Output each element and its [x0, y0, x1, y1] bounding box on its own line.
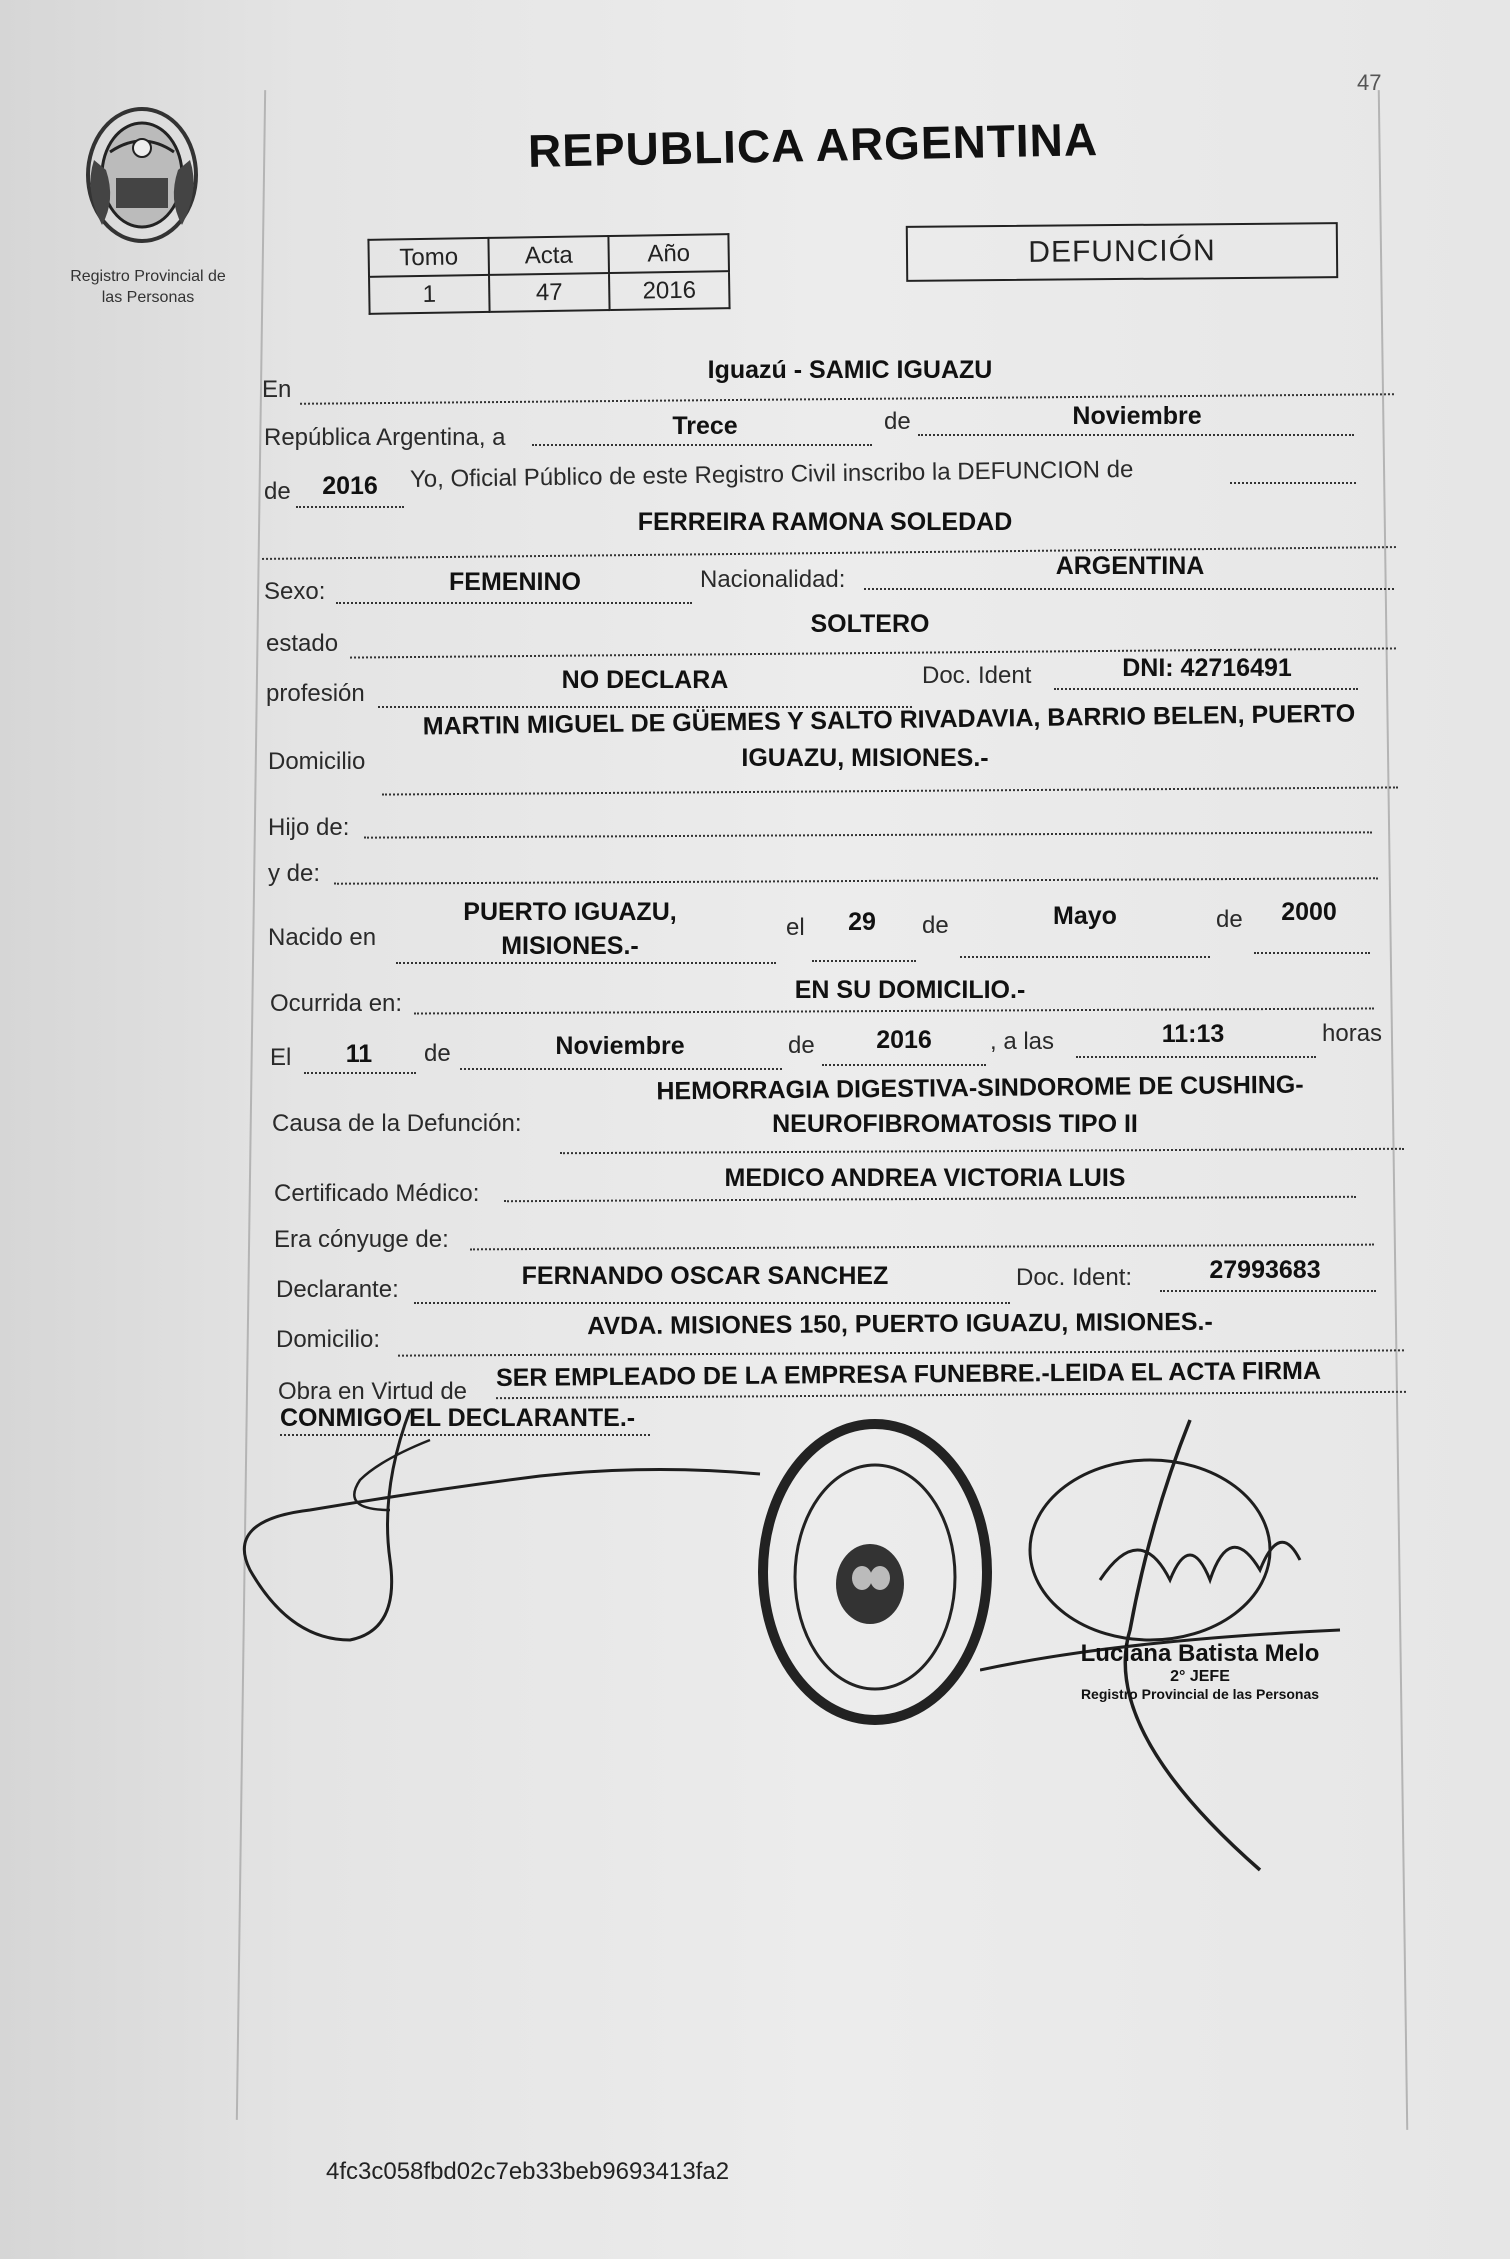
value-anio: 2016 [609, 271, 730, 310]
reference-table [367, 233, 730, 315]
label-de-6: de [788, 1032, 815, 1059]
line-nacido-en [396, 962, 776, 964]
line-dia-inscripcion [532, 444, 872, 446]
line-mes-inscripcion [918, 434, 1354, 436]
label-nacido-en: Nacido en [268, 924, 377, 951]
value-acta: 47 [489, 273, 610, 312]
registry-stamp [750, 1412, 1000, 1732]
field-nac-dia: 29 [848, 908, 876, 936]
field-estado: SOLTERO [810, 610, 930, 638]
label-causa: Causa de la Defunción: [272, 1110, 522, 1137]
line-nac-anio [1254, 952, 1370, 954]
page-number: 47 [1357, 70, 1382, 95]
officer-role: 2° JEFE [1170, 1668, 1230, 1685]
field-sexo: FEMENINO [449, 568, 581, 596]
field-lugar: Iguazú - SAMIC IGUAZU [707, 356, 993, 384]
officer-org: Registro Provincial de las Personas [1080, 1686, 1320, 1702]
field-obra-en-virtud-line-2: CONMIGO EL DECLARANTE.- [280, 1404, 636, 1432]
label-el: el [786, 914, 805, 941]
field-nac-anio: 2000 [1281, 898, 1337, 926]
line-conyuge [470, 1244, 1374, 1251]
field-domicilio-line-2: IGUAZU, MISIONES.- [741, 744, 989, 772]
label-domicilio-2: Domicilio: [276, 1326, 381, 1353]
line-ocurrida-en [414, 1007, 1374, 1014]
field-mes-inscripcion: Noviembre [1072, 402, 1202, 430]
label-de-3: de [922, 912, 949, 939]
line-declarante-doc [1160, 1290, 1376, 1292]
label-estado: estado [266, 630, 339, 657]
line-causa [560, 1148, 1404, 1154]
line-declarante-domicilio [398, 1349, 1404, 1356]
line-documento [1054, 688, 1358, 690]
line-domicilio [382, 786, 1398, 795]
label-ocurrida-en: Ocurrida en: [270, 990, 403, 1017]
officer-name: Luciana Batista Melo [1080, 1640, 1320, 1667]
field-anio-inscripcion: 2016 [322, 472, 378, 500]
label-certificado: Certificado Médico: [274, 1180, 480, 1207]
line-def-mes [460, 1068, 782, 1070]
field-certificado: MEDICO ANDREA VICTORIA LUIS [724, 1164, 1126, 1192]
field-declarante-domicilio: AVDA. MISIONES 150, PUERTO IGUAZU, MISIONES.- [587, 1307, 1213, 1341]
header-anio: Año [608, 234, 729, 273]
intro-text: Yo, Oficial Público de este Registro Civil inscribo la DEFUNCION de [409, 455, 1134, 493]
field-domicilio-line-1: MARTIN MIGUEL DE GÜEMES Y SALTO RIVADAVIA, BARRIO BELEN, PUERTO [422, 699, 1356, 741]
line-intro-end [1230, 482, 1356, 484]
declarant-signature [230, 1400, 790, 1660]
right-margin-line [1378, 90, 1408, 2130]
label-declarante: Declarante: [276, 1276, 399, 1303]
field-causa-line-2: NEUROFIBROMATOSIS TIPO II [772, 1110, 1138, 1138]
registry-line-2: las Personas [101, 289, 195, 306]
reference-table-header [368, 234, 729, 277]
label-nacionalidad: Nacionalidad: [700, 566, 846, 593]
field-declarante-doc: 27993683 [1209, 1256, 1321, 1284]
label-domicilio: Domicilio [268, 748, 366, 775]
label-republica-a: República Argentina, a [264, 424, 506, 451]
document-hash: 4fc3c058fbd02c7eb33beb9693413fa2 [326, 2158, 730, 2185]
field-def-dia: 11 [345, 1040, 373, 1068]
header-acta: Acta [488, 236, 609, 275]
label-el-cap: El [270, 1044, 292, 1071]
label-de-4: de [1216, 906, 1243, 933]
field-causa-line-1: HEMORRAGIA DIGESTIVA-SINDOROME DE CUSHING- [656, 1070, 1304, 1106]
label-en: En [262, 376, 292, 403]
field-nacido-en-line-1: PUERTO IGUAZU, [463, 898, 677, 926]
label-hijo-de: Hijo de: [268, 814, 350, 841]
label-a-las: , a las [990, 1028, 1055, 1055]
field-obra-en-virtud-line-1: SER EMPLEADO DE LA EMPRESA FUNEBRE.-LEIDA EL ACTA FIRMA [495, 1356, 1322, 1392]
line-def-anio [822, 1064, 986, 1066]
label-de-1: de [884, 408, 911, 435]
label-conyuge: Era cónyuge de: [274, 1226, 449, 1253]
field-def-anio: 2016 [876, 1026, 932, 1054]
reference-table-values [369, 271, 730, 314]
field-declarante: FERNANDO OSCAR SANCHEZ [521, 1262, 889, 1290]
line-hijo-de [364, 831, 1372, 838]
line-declarante [414, 1302, 1010, 1304]
header-tomo: Tomo [368, 238, 489, 277]
field-dia-inscripcion: Trece [672, 412, 738, 440]
label-sexo: Sexo: [264, 578, 326, 605]
line-nac-dia [812, 960, 916, 962]
line-sexo [336, 602, 692, 604]
field-nac-mes: Mayo [1053, 902, 1117, 930]
label-y-de: y de: [268, 860, 321, 887]
label-obra-en-virtud: Obra en Virtud de [278, 1378, 468, 1405]
label-horas: horas [1322, 1020, 1383, 1047]
label-de-2: de [264, 478, 291, 505]
field-def-hora: 11:13 [1161, 1020, 1225, 1048]
document-type-box: DEFUNCIÓN [906, 222, 1338, 282]
line-def-dia [304, 1072, 416, 1074]
field-nombre: FERREIRA RAMONA SOLEDAD [637, 508, 1013, 536]
officer-block [1050, 1640, 1350, 1702]
line-certificado [504, 1196, 1356, 1202]
value-tomo: 1 [369, 275, 490, 314]
registry-caption [48, 266, 248, 308]
label-doc-ident-2: Doc. Ident: [1016, 1264, 1133, 1291]
province-seal-icon [76, 100, 208, 250]
line-obra-en-virtud-1 [496, 1391, 1406, 1399]
field-profesion: NO DECLARA [561, 666, 729, 694]
label-profesion: profesión [266, 680, 365, 707]
line-anio-inscripcion [296, 506, 404, 508]
field-documento: DNI: 42716491 [1122, 654, 1292, 682]
label-de-5: de [424, 1040, 451, 1067]
line-nac-mes [960, 956, 1210, 958]
field-nacionalidad: ARGENTINA [1055, 552, 1205, 580]
field-nacido-en-line-2: MISIONES.- [501, 932, 639, 960]
line-y-de [334, 877, 1378, 884]
line-nacionalidad [864, 588, 1394, 590]
field-ocurrida-en: EN SU DOMICILIO.- [794, 976, 1026, 1004]
label-doc-ident: Doc. Ident [922, 662, 1032, 689]
field-def-mes: Noviembre [555, 1032, 685, 1060]
page-title: REPUBLICA ARGENTINA [527, 113, 1099, 177]
line-def-hora [1076, 1056, 1316, 1058]
registry-line-1: Registro Provincial de [70, 268, 226, 285]
